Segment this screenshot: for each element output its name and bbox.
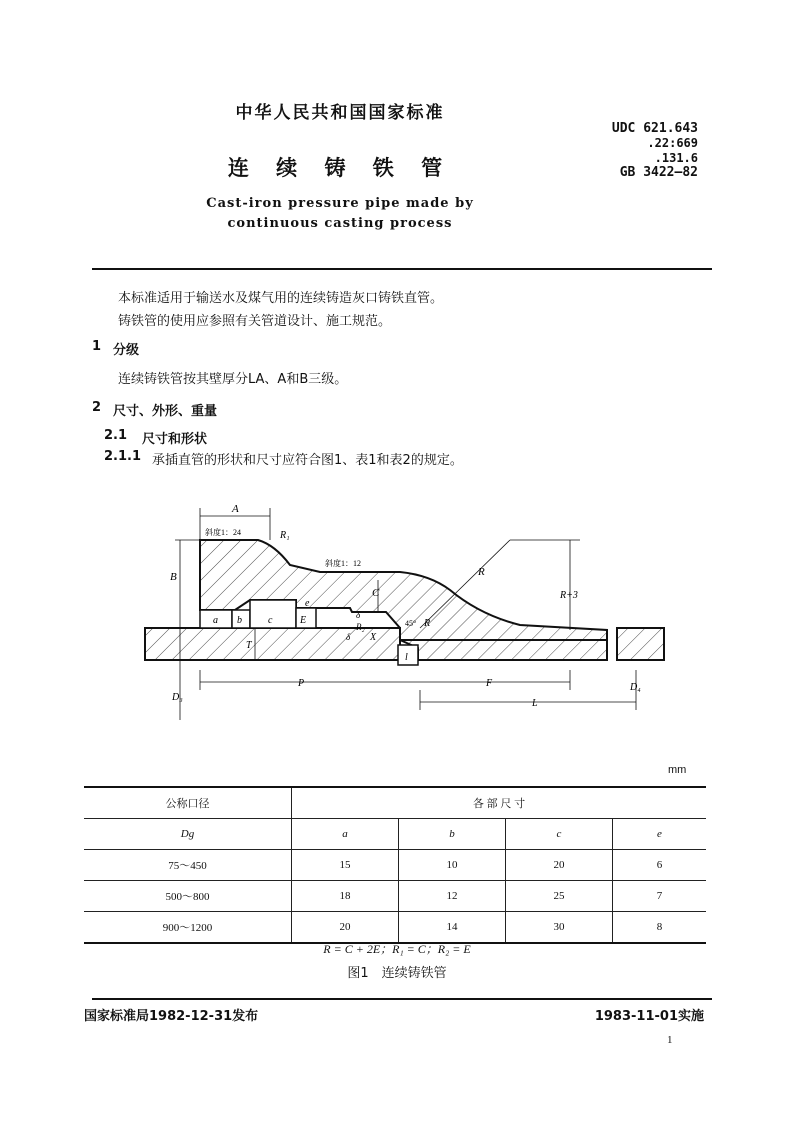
label-e: e (305, 598, 310, 609)
label-A: A (232, 503, 239, 515)
udc-line-1: UDC 621.643 (611, 121, 698, 136)
label-taper-1-24: 斜度1：24 (205, 528, 241, 537)
subheader-c: c (506, 819, 613, 850)
issue-date: 国家标准局1982-12-31发布 (84, 1009, 259, 1024)
cell-c: 30 (506, 912, 613, 944)
label-R2: R₂ (356, 622, 365, 632)
page-number: 1 (667, 1034, 673, 1046)
cell-dg: 75～450 (84, 850, 292, 881)
formula: R = C + 2E；R₁ = C；R₂ = E (323, 942, 471, 956)
header-nominal-diameter: 公称口径 (84, 787, 292, 819)
section-2-1-1-number: 2.1.1 (104, 449, 142, 464)
label-L: L (532, 698, 538, 709)
cell-c: 25 (506, 881, 613, 912)
label-P: P (298, 678, 305, 689)
label-D3: D₃ (172, 692, 183, 703)
table-subheader-row (84, 819, 706, 850)
standard-org-title: 中华人民共和国国家标准 (235, 103, 445, 123)
cell-a: 20 (292, 912, 399, 944)
label-F: F (486, 678, 493, 689)
label-delta-upper: δ (356, 610, 361, 620)
header-dimensions: 各 部 尺 寸 (292, 787, 707, 819)
section-1-number: 1 (92, 339, 102, 354)
label-R-upper: R (478, 566, 485, 578)
section-2-1-number: 2.1 (104, 428, 128, 443)
label-l: l (405, 652, 408, 663)
footer-rule (92, 998, 712, 1000)
gb-number: GB 3422—82 (619, 165, 698, 180)
label-B: B (170, 571, 177, 583)
figure-caption: 图1 连续铸铁管 (347, 966, 447, 981)
table-row (84, 850, 706, 881)
label-45-deg: 45° (405, 619, 417, 628)
cell-e: 8 (613, 912, 707, 944)
section-1-text: 连续铸铁管按其壁厚分LA、A和B三级。 (118, 372, 348, 387)
label-delta-lower: δ (346, 632, 351, 642)
pipe-end (617, 628, 664, 660)
spigot-pipe (145, 628, 400, 660)
label-b: b (237, 615, 242, 626)
subheader-dg: Dg (84, 819, 292, 850)
label-E: E (300, 615, 307, 626)
section-1-title: 分级 (113, 343, 140, 358)
intro-line-1: 本标准适用于输送水及煤气用的连续铸造灰口铸铁直管。 (118, 291, 444, 306)
title-en-line-1: Cast-iron pressure pipe made by (206, 196, 474, 211)
document-title-cn: 连 续 铸 铁 管 (227, 156, 453, 180)
udc-line-2: .22:669 (647, 136, 698, 150)
cell-a: 15 (292, 850, 399, 881)
cavity-c (250, 600, 296, 628)
title-en-line-2: continuous casting process (227, 216, 453, 231)
label-D4: D₄ (630, 682, 641, 693)
section-2-1-title: 尺寸和形状 (142, 432, 208, 447)
label-R1: R₁ (280, 530, 290, 541)
label-X: X (370, 632, 377, 643)
socket-lip (400, 640, 607, 660)
label-c: c (268, 615, 273, 626)
label-taper-1-12: 斜度1：12 (325, 559, 361, 568)
effective-date: 1983-11-01实施 (594, 1009, 704, 1024)
gasket-l (398, 645, 418, 665)
cell-dg: 900～1200 (84, 912, 292, 944)
label-C: C (372, 587, 380, 599)
subheader-e: e (613, 819, 707, 850)
cell-b: 14 (399, 912, 506, 944)
cell-e: 6 (613, 850, 707, 881)
label-T: T (246, 640, 252, 651)
cell-b: 12 (399, 881, 506, 912)
udc-line-3: .131.6 (654, 151, 698, 165)
table-unit: mm (668, 764, 687, 776)
subheader-a: a (292, 819, 399, 850)
table-row (84, 881, 706, 912)
cell-dg: 500～800 (84, 881, 292, 912)
cell-b: 10 (399, 850, 506, 881)
table-row (84, 912, 706, 944)
table-header-row (84, 787, 706, 819)
dimension-table (84, 786, 706, 944)
label-R-plus-3: R+3 (560, 590, 578, 601)
intro-line-2: 铸铁管的使用应参照有关管道设计、施工规范。 (118, 314, 392, 329)
section-2-number: 2 (92, 400, 102, 415)
subheader-b: b (399, 819, 506, 850)
section-2-1-1-text: 承插直管的形状和尺寸应符合图1、表1和表2的规定。 (152, 453, 463, 468)
cell-c: 20 (506, 850, 613, 881)
section-2-title: 尺寸、外形、重量 (113, 404, 218, 419)
cell-e: 7 (613, 881, 707, 912)
label-a: a (213, 615, 218, 626)
cell-a: 18 (292, 881, 399, 912)
label-R-lower: R (424, 618, 431, 629)
